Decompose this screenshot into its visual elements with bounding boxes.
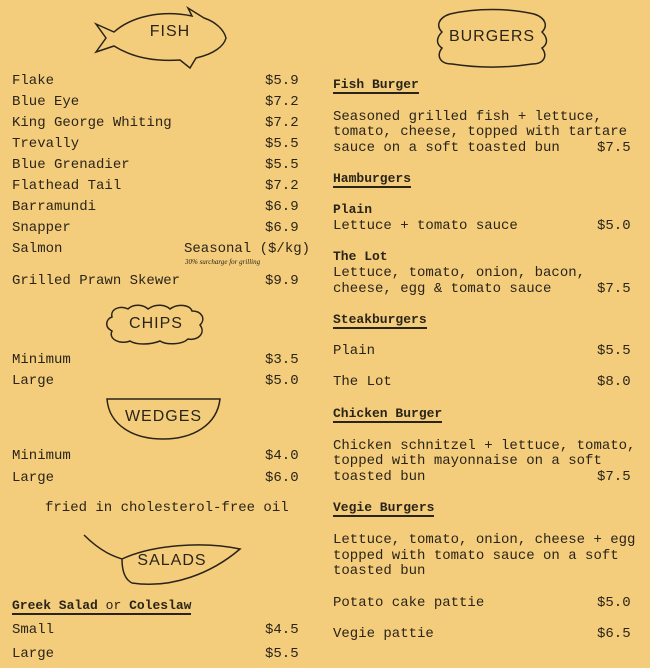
description-line: cheese, egg & tomato sauce bbox=[333, 281, 552, 297]
menu-item-price: $7.2 bbox=[265, 178, 299, 194]
menu-item-name: King George Whiting bbox=[12, 115, 172, 131]
fish-title: FISH bbox=[149, 23, 191, 40]
menu-item-name: Minimum bbox=[12, 448, 71, 464]
description-line: toasted bun bbox=[333, 563, 426, 579]
menu-item-price: $5.0 bbox=[597, 218, 631, 234]
menu-item-name: Plain bbox=[333, 343, 376, 359]
menu-item-name: Blue Eye bbox=[12, 94, 80, 110]
menu-item-price: $6.9 bbox=[265, 220, 299, 236]
menu-item-price: $6.0 bbox=[265, 470, 299, 486]
menu-item-price: $7.5 bbox=[597, 140, 631, 156]
coleslaw-label: Coleslaw bbox=[129, 598, 192, 613]
menu-item-price: $3.5 bbox=[265, 352, 299, 368]
menu-item-price: $5.5 bbox=[265, 157, 299, 173]
salads-section-badge bbox=[82, 533, 242, 589]
steakburgers-heading: Steakburgers bbox=[333, 312, 427, 327]
or-label: or bbox=[105, 598, 122, 613]
menu-item-price: $5.0 bbox=[265, 373, 299, 389]
chips-section-badge bbox=[104, 303, 208, 345]
menu-item-price: $7.5 bbox=[597, 469, 631, 485]
description-line: Lettuce, tomato, onion, cheese + egg bbox=[333, 532, 636, 548]
greek-salad-label: Greek Salad bbox=[12, 598, 98, 613]
fish-burger-heading: Fish Burger bbox=[333, 77, 419, 92]
menu-item-name: Snapper bbox=[12, 220, 71, 236]
description-line: topped with mayonnaise on a soft bbox=[333, 453, 602, 469]
menu-item-name: Trevally bbox=[12, 136, 80, 152]
menu-item-name: Large bbox=[12, 373, 55, 389]
wedges-title: WEDGES bbox=[124, 408, 203, 425]
menu-item-name: Large bbox=[12, 470, 55, 486]
description-line: sauce on a soft toasted bun bbox=[333, 140, 560, 156]
menu-item-name: Vegie pattie bbox=[333, 626, 434, 642]
description-line: tomato, cheese, topped with tartare bbox=[333, 124, 628, 140]
description-line: Lettuce + tomato sauce bbox=[333, 218, 518, 234]
chips-title: CHIPS bbox=[129, 315, 183, 332]
menu-item-name: Blue Grenadier bbox=[12, 157, 130, 173]
vegie-burgers-heading: Vegie Burgers bbox=[333, 500, 435, 515]
menu-item-name: Salmon bbox=[12, 241, 63, 257]
menu-item-price: Seasonal ($/kg) bbox=[184, 241, 311, 257]
menu-item-name: Barramundi bbox=[12, 199, 97, 215]
menu-item-price: $6.5 bbox=[597, 626, 631, 642]
salads-title: SALADS bbox=[137, 552, 207, 569]
sub-heading: Plain bbox=[333, 202, 373, 217]
oil-footnote: fried in cholesterol-free oil bbox=[45, 500, 289, 516]
menu-item-name: Flathead Tail bbox=[12, 178, 122, 194]
burgers-section-badge bbox=[436, 10, 548, 66]
chicken-burger-heading: Chicken Burger bbox=[333, 406, 443, 421]
description-line: Chicken schnitzel + lettuce, tomato, bbox=[333, 438, 636, 454]
menu-item-price: $5.0 bbox=[597, 595, 631, 611]
description-line: Seasoned grilled fish + lettuce, bbox=[333, 109, 602, 125]
menu-item-price: $5.5 bbox=[597, 343, 631, 359]
grilling-surcharge-note: 30% surcharge for grilling bbox=[185, 258, 261, 266]
menu-item-name: Grilled Prawn Skewer bbox=[12, 273, 181, 289]
menu-item-price: $9.9 bbox=[265, 273, 299, 289]
menu-item-price: $5.9 bbox=[265, 73, 299, 89]
menu-item-name: Minimum bbox=[12, 352, 71, 368]
description-line: toasted bun bbox=[333, 469, 426, 485]
sub-heading: The Lot bbox=[333, 249, 388, 264]
menu-item-price: $5.5 bbox=[265, 646, 299, 662]
salad-heading bbox=[12, 598, 191, 615]
menu-item-price: $4.5 bbox=[265, 622, 299, 638]
menu-item-price: $8.0 bbox=[597, 374, 631, 390]
description-line: Lettuce, tomato, onion, bacon, bbox=[333, 265, 586, 281]
description-line: topped with tomato sauce on a soft bbox=[333, 548, 619, 564]
menu-item-name: Large bbox=[12, 646, 55, 662]
wedges-section-badge bbox=[105, 397, 222, 441]
menu-item-price: $7.5 bbox=[597, 281, 631, 297]
fish-section-badge bbox=[92, 8, 228, 70]
menu-item-price: $7.2 bbox=[265, 94, 299, 110]
hamburgers-heading: Hamburgers bbox=[333, 171, 412, 186]
menu-item-price: $5.5 bbox=[265, 136, 299, 152]
menu-item-name: The Lot bbox=[333, 374, 392, 390]
burgers-title: BURGERS bbox=[448, 28, 536, 45]
menu-item-price: $6.9 bbox=[265, 199, 299, 215]
menu-item-name: Flake bbox=[12, 73, 55, 89]
menu-item-price: $7.2 bbox=[265, 115, 299, 131]
menu-item-name: Small bbox=[12, 622, 55, 638]
menu-item-name: Potato cake pattie bbox=[333, 595, 485, 611]
menu-item-price: $4.0 bbox=[265, 448, 299, 464]
